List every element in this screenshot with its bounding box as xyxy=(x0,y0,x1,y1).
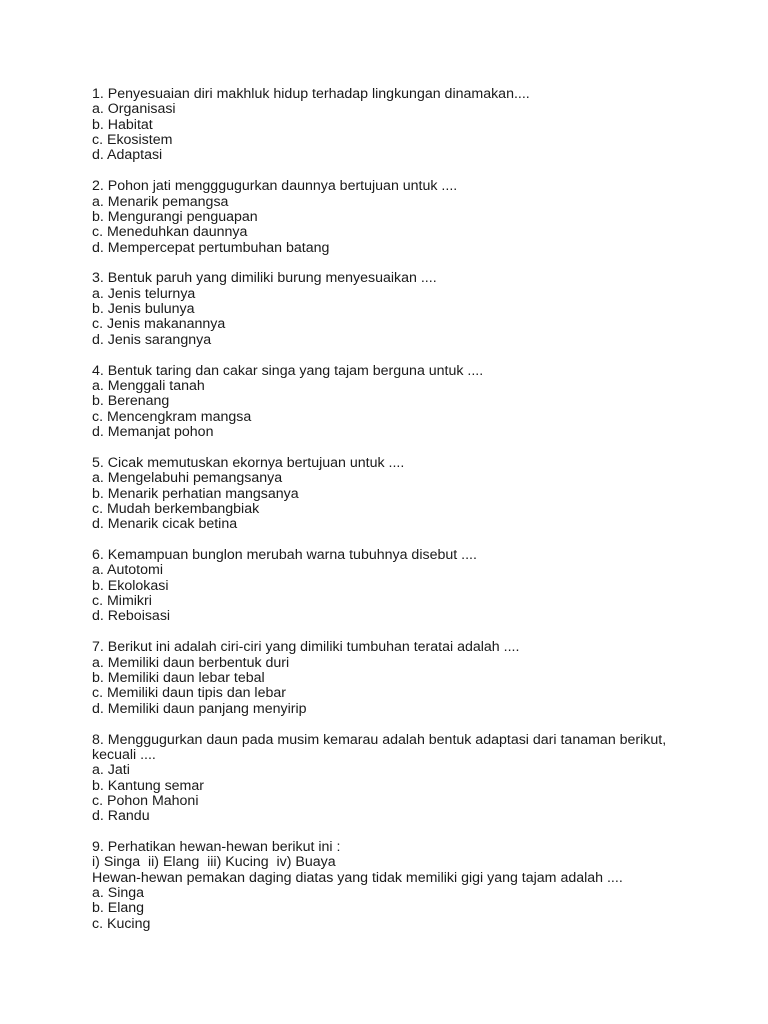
question-text: 9. Perhatikan hewan-hewan berikut ini : xyxy=(92,839,341,856)
option-b: b. Kantung semar xyxy=(92,777,204,794)
question-text-continued: Hewan-hewan pemakan daging diatas yang tidak memiliki gigi yang tajam adalah .... xyxy=(92,869,623,886)
option-b: b. Mengurangi penguapan xyxy=(92,208,258,225)
option-a: a. Menggali tanah xyxy=(92,378,205,394)
question-text: 2. Pohon jati mengggugurkan daunnya bertujuan untuk .... xyxy=(92,178,458,195)
option-d: d. Reboisasi xyxy=(92,608,171,625)
question-text: 6. Kemampuan bunglon merubah warna tubuhnya disebut .... xyxy=(92,547,477,564)
option-d: d. Mempercepat pertumbuhan batang xyxy=(92,239,330,256)
question-text: 3. Bentuk paruh yang dimiliki burung menyesuaikan .... xyxy=(92,270,437,287)
question-9 xyxy=(92,840,732,932)
option-a: a. Jati xyxy=(92,762,130,779)
option-b: b. Ekolokasi xyxy=(92,577,169,594)
option-d: d. Jenis sarangnya xyxy=(92,331,212,348)
option-c: c. Ekosistem xyxy=(92,132,173,149)
option-d: d. Randu xyxy=(92,808,150,825)
question-5 xyxy=(92,456,732,533)
question-1 xyxy=(92,87,732,164)
option-a: a. Organisasi xyxy=(92,101,176,118)
option-d: d. Adaptasi xyxy=(92,147,163,164)
question-2 xyxy=(92,179,732,256)
option-b: b. Memiliki daun lebar tebal xyxy=(92,670,265,686)
option-c: c. Mencengkram mangsa xyxy=(92,408,252,425)
question-text: 4. Bentuk taring dan cakar singa yang tajam berguna untuk .... xyxy=(92,362,484,379)
option-a: a. Mengelabuhi pemangsanya xyxy=(92,470,283,487)
option-c: c. Mimikri xyxy=(92,593,152,610)
option-c: c. Mudah berkembangbiak xyxy=(92,500,260,517)
question-8 xyxy=(92,733,732,825)
option-b: b. Menarik perhatian mangsanya xyxy=(92,485,299,502)
option-a: a. Memiliki daun berbentuk duri xyxy=(92,654,290,671)
option-b: b. Jenis bulunya xyxy=(92,301,195,318)
option-a: a. Singa xyxy=(92,885,145,902)
question-list-items: i) Singa ii) Elang iii) Kucing iv) Buaya xyxy=(92,854,336,871)
option-c: c. Memiliki daun tipis dan lebar xyxy=(92,685,286,702)
question-7 xyxy=(92,640,732,717)
question-4 xyxy=(92,364,732,441)
option-d: d. Menarik cicak betina xyxy=(92,516,238,533)
question-text: 8. Menggugurkan daun pada musim kemarau adalah bentuk adaptasi dari tanaman berikut, xyxy=(92,731,667,748)
question-text: 1. Penyesuaian diri makhluk hidup terhadap lingkungan dinamakan.... xyxy=(92,86,530,102)
question-text: 5. Cicak memutuskan ekornya bertujuan untuk .... xyxy=(92,454,405,471)
question-text-continued: kecuali .... xyxy=(92,746,156,763)
option-c: c. Kucing xyxy=(92,915,151,932)
option-c: c. Meneduhkan daunnya xyxy=(92,224,248,241)
question-list xyxy=(92,87,732,948)
question-3 xyxy=(92,271,732,348)
option-c: c. Pohon Mahoni xyxy=(92,792,199,809)
option-d: d. Memiliki daun panjang menyirip xyxy=(92,700,307,717)
question-text: 7. Berikut ini adalah ciri-ciri yang dimiliki tumbuhan teratai adalah .... xyxy=(92,639,520,656)
option-b: b. Elang xyxy=(92,900,145,917)
option-a: a. Menarik pemangsa xyxy=(92,193,229,210)
option-a: a. Jenis telurnya xyxy=(92,285,196,302)
option-c: c. Jenis makanannya xyxy=(92,316,226,333)
option-a: a. Autotomi xyxy=(92,562,163,579)
question-6 xyxy=(92,548,732,625)
option-b: b. Berenang xyxy=(92,393,170,410)
option-d: d. Memanjat pohon xyxy=(92,424,214,441)
option-b: b. Habitat xyxy=(92,116,153,133)
